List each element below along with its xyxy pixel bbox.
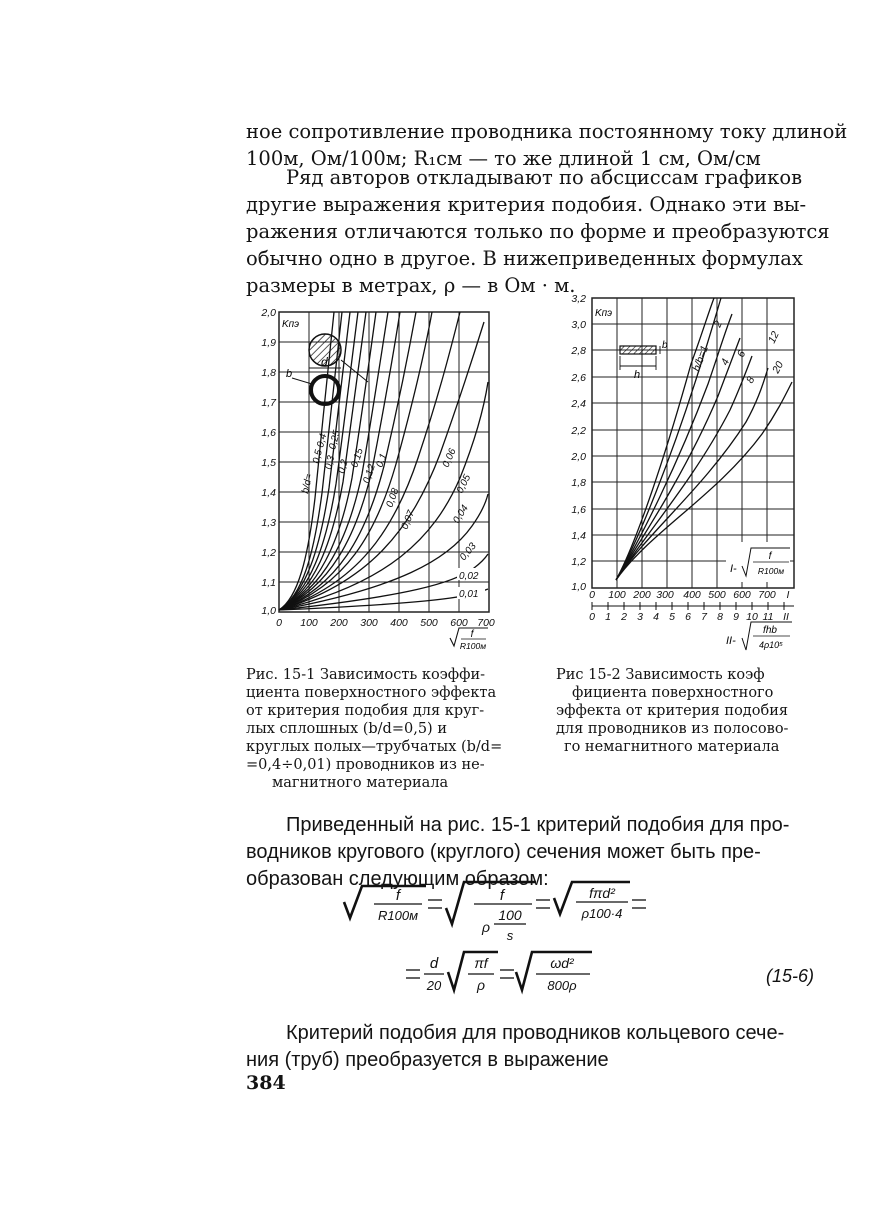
caption-line: для проводников из полосово-: [556, 721, 789, 737]
figure2-y-tick: 1,0: [571, 581, 586, 593]
figure1-x-label-den: R100м: [459, 641, 487, 651]
figure1-curve-label: 0,2: [336, 458, 351, 475]
figure2-x-tick-II: 8: [717, 611, 723, 623]
figure1-y-tick: 1,4: [261, 487, 276, 499]
formula-term: πf: [474, 955, 488, 971]
text-line: обычно одно в другое. В нижеприведенных формулах: [246, 247, 803, 270]
figure1-curve-label: 0,4: [315, 432, 330, 449]
formula-term: s: [506, 928, 514, 943]
figure2-curve-label: 8: [744, 374, 758, 386]
figure1-y-tick: 1,7: [261, 397, 276, 409]
figure1-curve-label: 0,08: [384, 486, 402, 510]
figure2-x-tick-I: 600: [733, 589, 751, 601]
figure1-curve-label: 0,02: [459, 571, 479, 582]
text-line: Критерий подобия для проводников кольцевого сече-: [286, 1022, 785, 1044]
figure2-curve-label: 6: [734, 348, 749, 360]
figure1-y-tick: 1,3: [261, 517, 276, 529]
figure2-x-tick-II: 1: [605, 611, 611, 623]
figure1-y-tick: 1,9: [261, 337, 276, 349]
text-line: ражения отличаются только по форме и преобразуются: [246, 220, 830, 243]
formula-15-6: [340, 880, 820, 1000]
figure2-y-tick: 2,4: [571, 398, 586, 410]
figure1-curve-label: 0,3: [323, 454, 338, 471]
strip-conductor-icon: [620, 346, 660, 370]
figure1-y-tick: 1,6: [261, 427, 276, 439]
figure1-x-tick: 0: [276, 617, 282, 629]
figure2-x-tick-II: 2: [621, 611, 627, 623]
figure1-curve-label: 0,1: [374, 452, 390, 470]
figure1-curve-label: 0,05: [454, 472, 474, 496]
caption-line: го немагнитного материала: [564, 739, 780, 755]
caption-line: фициента поверхностного: [572, 685, 774, 701]
figure2-curve-label: 20: [770, 359, 787, 376]
figure2-label-II-prefix: II-: [726, 635, 736, 647]
figure2-x-tick-II: 0: [589, 611, 595, 623]
figure1-label-d: d: [321, 355, 328, 369]
figure1-curve-prefix: b/d=: [300, 473, 316, 495]
text-line: другие выражения критерия подобия. Однако эти вы-: [246, 193, 807, 216]
formula-term: 100: [498, 907, 522, 923]
figure2-y-tick: 2,6: [571, 372, 586, 384]
figure2-label-I-den: R100м: [757, 566, 785, 576]
formula-term: R100м: [378, 908, 418, 923]
figure2-label-h: h: [634, 369, 641, 381]
figure1-y-tick: 1,0: [261, 605, 276, 617]
text-line: Ряд авторов откладывают по абсциссам графиков: [286, 166, 803, 189]
figure2-y-tick: 1,8: [571, 477, 586, 489]
text-line: 100м, Ом/100м; R₁см — то же длиной 1 см, Ом/см: [246, 147, 761, 170]
figure2-x-tick-II: 10: [746, 611, 758, 623]
figure1-x-label: [450, 628, 488, 651]
figure1-y-tick: 1,1: [261, 577, 276, 589]
figure2-x-tick-I: 0: [589, 589, 595, 601]
figure2-y-tick: 2,2: [571, 425, 586, 437]
caption-line: Рис 15-2 Зависимость коэф: [556, 667, 765, 683]
figure2-y-tick: 2,0: [571, 451, 586, 463]
text-line: водников кругового (круглого) сечения может быть пре-: [246, 841, 761, 863]
figure2-label-II: [726, 622, 792, 650]
page-number: 384: [246, 1072, 286, 1094]
text-line: размеры в метрах, ρ — в Ом · м.: [246, 274, 576, 297]
figure1-curve-label: 0,12: [361, 463, 378, 485]
caption-line: магнитного материала: [272, 775, 449, 791]
figure1-x-label-num: f: [470, 629, 474, 640]
figure1-x-tick: 600: [450, 617, 468, 629]
figure1-curve-label: 0,15: [349, 447, 366, 469]
formula-term: ρ: [481, 919, 491, 935]
figure1-x-tick: 200: [330, 617, 348, 629]
caption-line: Рис. 15-1 Зависимость коэффи-: [246, 667, 486, 683]
figure2-label-b: b: [662, 340, 668, 351]
figure1-curve-label: 0,25: [327, 429, 343, 451]
figure2-label-II-den: 4ρ10⁵: [759, 640, 783, 650]
figure2-x-tick-II: 6: [685, 611, 691, 623]
caption-line: лых сплошных (b/d=0,5) и: [246, 721, 447, 737]
figure2-x-tick-I: 400: [683, 589, 701, 601]
figure2-x-tick-II: II: [783, 611, 789, 623]
figure2-x-tick-II: 11: [762, 611, 774, 623]
figure2-y-tick: 1,6: [571, 504, 586, 516]
formula-term: ωd²: [550, 955, 574, 971]
formula-term: f: [499, 887, 505, 904]
text-line: ное сопротивление проводника постоянному току длиной: [246, 120, 848, 143]
figure-15-1: [248, 298, 510, 658]
caption-line: эффекта от критерия подобия: [556, 703, 789, 719]
figure1-curve-label: 0,01: [459, 589, 479, 600]
figure2-x-tick-I: 700: [758, 589, 776, 601]
figure2-curve-label: 12: [765, 329, 782, 346]
figure2-x-tick-I: 100: [608, 589, 626, 601]
figure1-x-tick: 100: [300, 617, 318, 629]
equation-number: (15-6): [765, 966, 815, 986]
figure2-label-I-num: f: [768, 551, 772, 562]
figure2-caption: [556, 666, 818, 756]
formula-term: ρ100·4: [581, 906, 623, 921]
figure2-y-tick: 3,0: [571, 319, 586, 331]
figure1-label-b: b: [286, 368, 293, 380]
figure2-label-I-prefix: I-: [730, 563, 737, 575]
figure1-x-tick: 500: [420, 617, 438, 629]
figure1-y-tick: 2,0: [261, 307, 276, 319]
figure2-y-symbol: Kпэ: [595, 308, 613, 319]
figure2-curve-label: h/b=1: [690, 343, 711, 374]
figure1-curve-label: 0,5: [311, 448, 325, 465]
figure2-x-tick-II: 4: [653, 611, 659, 623]
figure1-x-tick: 400: [390, 617, 408, 629]
figure1-x-tick: 700: [477, 617, 495, 629]
figure1-y-tick: 1,5: [261, 457, 276, 469]
figure1-curve-label: 0,06: [440, 446, 459, 470]
formula-term: 20: [426, 978, 442, 993]
figure2-x-tick-I: 500: [708, 589, 726, 601]
figure1-curve-label: 0,07: [399, 508, 418, 532]
figure1-x-tick: 300: [360, 617, 378, 629]
figure2-curve-label: 4: [718, 357, 733, 368]
figure1-curve-label: 0,03: [457, 540, 479, 563]
figure2-x-tick-II: 5: [669, 611, 675, 623]
formula-term: 800ρ: [547, 978, 577, 993]
figure2-y-tick: 2,8: [571, 345, 586, 357]
figure2-y-tick: 3,2: [571, 293, 586, 305]
figure2-x-tick-I: 200: [633, 589, 651, 601]
figure2-x-tick-I: I: [786, 589, 790, 601]
figure2-label-II-num: fhb: [763, 625, 777, 636]
caption-line: круглых полых—трубчатых (b/d=: [246, 739, 503, 755]
formula-term: fπd²: [589, 885, 615, 901]
tube-conductor-icon: [292, 376, 339, 404]
paragraph-intro: [246, 164, 830, 299]
figure1-caption: [246, 666, 536, 792]
text-line: Приведенный на рис. 15-1 критерий подобия для про-: [286, 814, 790, 836]
figure1-y-symbol: Kпэ: [282, 319, 300, 330]
figure2-y-tick: 1,2: [571, 556, 586, 568]
figure2-x-tick-II: 7: [701, 611, 707, 623]
figure2-y-tick: 1,4: [571, 530, 586, 542]
caption-line: =0,4÷0,01) проводников из не-: [246, 757, 485, 773]
caption-line: от критерия подобия для круг-: [246, 703, 485, 719]
figure2-x-tick-II: 3: [637, 611, 643, 623]
figure1-curve-label: 0,04: [451, 503, 471, 526]
figure1-y-tick: 1,8: [261, 367, 276, 379]
caption-line: циента поверхностного эффекта: [246, 685, 497, 701]
text-line: образован следующим образом:: [246, 868, 549, 890]
text-line: ния (труб) преобразуется в выражение: [246, 1049, 609, 1071]
figure2-x-tick-II: 9: [733, 611, 739, 623]
figure1-y-tick: 1,2: [261, 547, 276, 559]
figure2-curve-label: 2: [711, 319, 725, 330]
formula-term: d: [429, 955, 439, 972]
figure-15-2: [556, 284, 820, 662]
formula-term: ρ: [476, 977, 486, 993]
formula-term: f: [395, 887, 401, 904]
paragraph-bottom: [246, 1020, 812, 1074]
figure2-x-tick-I: 300: [656, 589, 674, 601]
